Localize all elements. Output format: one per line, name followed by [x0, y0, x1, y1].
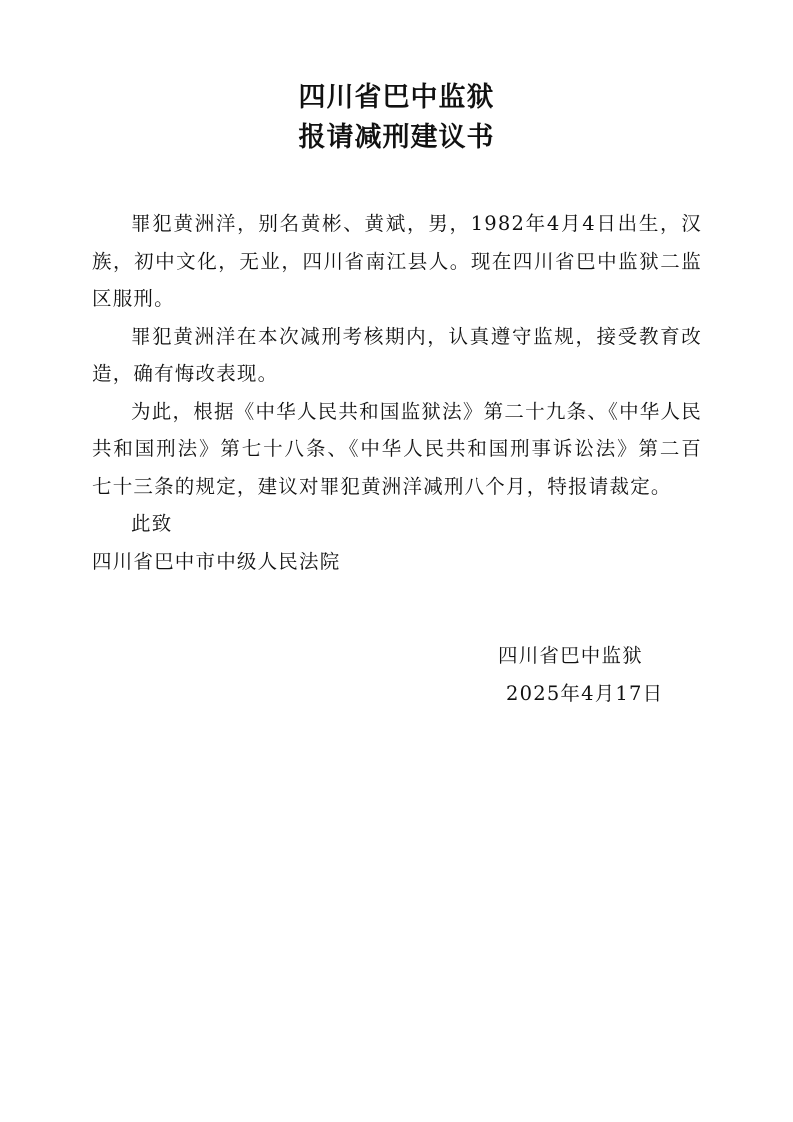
- addressee: 四川省巴中市中级人民法院: [92, 549, 341, 573]
- signature-organization: 四川省巴中监狱: [498, 644, 643, 667]
- title-line-1: 四川省巴中监狱: [298, 82, 495, 113]
- paragraph-inmate-info: 罪犯黄洲洋，别名黄彬、黄斌，男，1982年4月4日出生，汉族，初中文化，无业，四川省南江县人。现在四川省巴中监狱二监区服刑。: [92, 212, 702, 310]
- paragraph-salutation: 此致: [131, 512, 173, 535]
- paragraph-legal-basis: 为此，根据《中华人民共和国监狱法》第二十九条、《中华人民共和国刑法》第七十八条、《中华人民共和国刑事诉讼法》第二百七十三条的规定，建议对罪犯黄洲洋减刑八个月，特报请裁定。: [92, 399, 702, 498]
- document-title: [0, 78, 793, 158]
- title-line-2: 报请减刑建议书: [298, 122, 495, 153]
- paragraph-behavior: 罪犯黄洲洋在本次减刑考核期内，认真遵守监规，接受教育改造，确有悔改表现。: [92, 324, 702, 385]
- document-body: [92, 205, 702, 580]
- signature-block: [498, 637, 663, 713]
- signature-date: 2025年4月17日: [506, 682, 664, 705]
